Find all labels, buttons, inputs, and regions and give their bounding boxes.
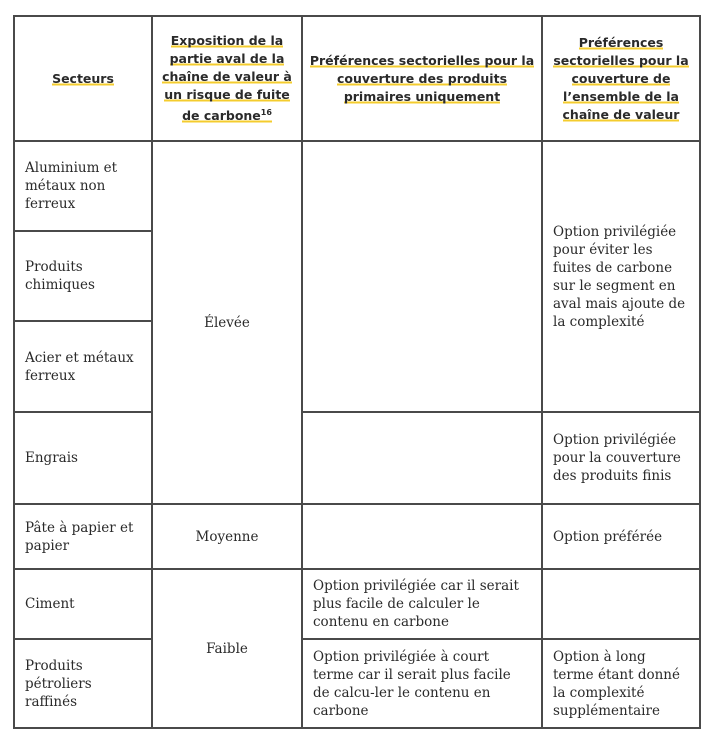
header-sectors: Secteurs [14, 16, 152, 141]
exposure-cell: Élevée [152, 141, 302, 504]
chain-pref-cell: Option à long terme étant donné la complexité supplémentaire [542, 639, 700, 728]
sector-cell: Engrais [14, 412, 152, 504]
sector-cell: Pâte à papier et papier [14, 504, 152, 569]
exposure-cell: Moyenne [152, 504, 302, 569]
chain-pref-cell [542, 569, 700, 639]
primary-pref-cell [302, 412, 542, 504]
primary-pref-cell: Option privilégiée à court terme car il serait plus facile de calcu-ler le contenu en carbone [302, 639, 542, 728]
table-row [14, 141, 700, 231]
chain-pref-cell: Option privilégiée pour éviter les fuites de carbone sur le segment en aval mais ajoute de la complexité [542, 141, 700, 412]
header-exposure: Exposition de la partie aval de la chaîne de valeur à un risque de fuite de carbone$^{16}$ [152, 16, 302, 141]
primary-pref-cell [302, 141, 542, 412]
sector-cell: Aluminium et métaux non ferreux [14, 141, 152, 231]
sector-cell: Produits chimiques [14, 231, 152, 321]
chain-pref-cell: Option privilégiée pour la couverture des produits finis [542, 412, 700, 504]
exposure-cell: Faible [152, 569, 302, 728]
primary-pref-cell: Option privilégiée car il serait plus facile de calculer le contenu en carbone [302, 569, 542, 639]
table-row [14, 504, 700, 569]
sector-preferences-table [13, 15, 701, 729]
table-row [14, 639, 700, 728]
header-primary-preferences: Préférences sectorielles pour la couverture des produits primaires uniquement [302, 16, 542, 141]
primary-pref-cell [302, 504, 542, 569]
sector-cell: Acier et métaux ferreux [14, 321, 152, 412]
sector-cell: Produits pétroliers raffinés [14, 639, 152, 728]
header-row [14, 16, 700, 141]
table-row [14, 569, 700, 639]
sector-cell: Ciment [14, 569, 152, 639]
table-row [14, 412, 700, 504]
chain-pref-cell: Option préférée [542, 504, 700, 569]
header-chain-preferences: Préférences sectorielles pour la couverture de l’ensemble de la chaîne de valeur [542, 16, 700, 141]
